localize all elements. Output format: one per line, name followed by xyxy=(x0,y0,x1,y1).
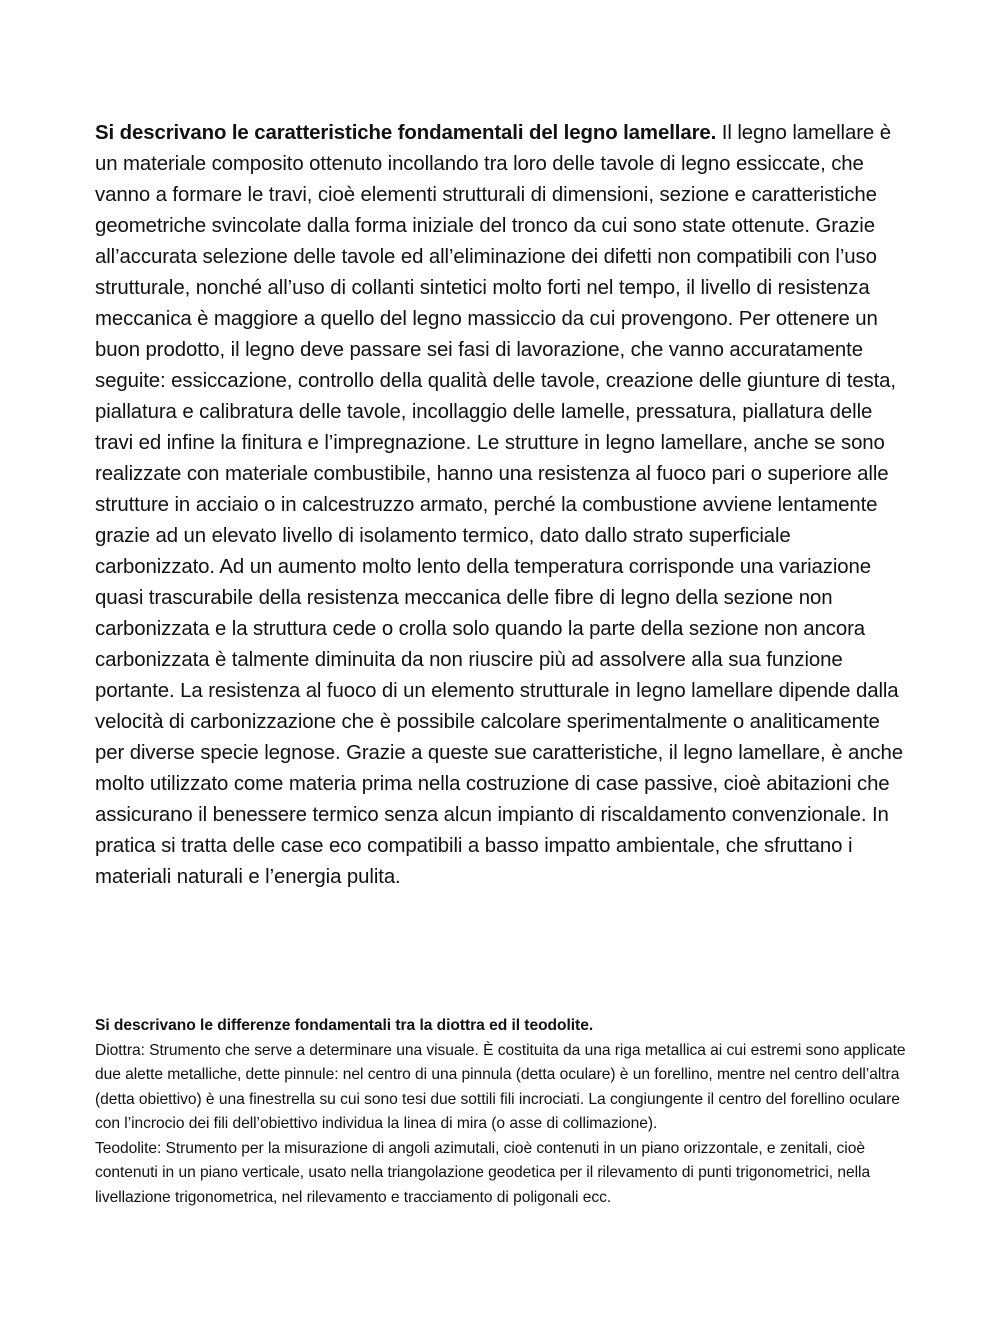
legno-lamellare-question: Si descrivano le caratteristiche fondamentali del legno lamellare. xyxy=(95,122,717,144)
diottra-teodolite-section xyxy=(95,1014,910,1210)
legno-lamellare-paragraph xyxy=(95,118,910,893)
legno-lamellare-answer: Il legno lamellare è un materiale composito ottenuto incollando tra loro delle tavole di legno essiccate, che vanno a formare le travi, cioè elementi strutturali di dimensioni, sezione e caratteristiche geometriche svincolate dalla forma iniziale del tronco da cui sono state ottenute. Grazie all’accurata selezione delle tavole ed all’eliminazione dei difetti non compatibili con l’uso strutturale, nonché all’uso di collanti sintetici molto forti nel tempo, il livello di resistenza meccanica è maggiore a quello del legno massiccio da cui provengono. Per ottenere un buon prodotto, il legno deve passare sei fasi di lavorazione, che vanno accuratamente seguite: essiccazione, controllo della qualità delle tavole, creazione delle giunture di testa, piallatura e calibratura delle tavole, incollaggio delle lamelle, pressatura, piallatura delle travi ed infine la finitura e l’impregnazione. Le strutture in legno lamellare, anche se sono realizzate con materiale combustibile, hanno una resistenza al fuoco pari o superiore alle strutture in acciaio o in calcestruzzo armato, perché la combustione avviene lentamente grazie ad un elevato livello di isolamento termico, dato dallo strato superficiale carbonizzato. Ad un aumento molto lento della temperatura corrisponde una variazione quasi trascurabile della resistenza meccanica delle fibre di legno della sezione non carbonizzata e la struttura cede o crolla solo quando la parte della sezione non ancora carbonizzata è talmente diminuita da non riuscire più ad assolvere alla sua funzione portante. La resistenza al fuoco di un elemento strutturale in legno lamellare dipende dalla velocità di carbonizzazione che è possibile calcolare sperimentalmente o analiticamente per diverse specie legnose. Grazie a queste sue caratteristiche, il legno lamellare, è anche molto utilizzato come materia prima nella costruzione di case passive, cioè abitazioni che assicurano il benessere termico senza alcun impianto di riscaldamento convenzionale. In pratica si tratta delle case eco compatibili a basso impatto ambientale, che sfruttano i materiali naturali e l’energia pulita. xyxy=(95,122,904,888)
diottra-paragraph: Diottra: Strumento che serve a determinare una visuale. È costituita da una riga metallica ai cui estremi sono applicate due alette metalliche, dette pinnule: nel centro di una pinnula (detta oculare) è un forellino, mentre nel centro dell’altra (detta obiettivo) è una finestrella su cui sono tesi due sottili fili incrociati. La congiungente il centro del forellino oculare con l’incrocio dei fili dell’obiettivo individua la linea di mira (o asse di collimazione). xyxy=(95,1041,906,1132)
teodolite-paragraph: Teodolite: Strumento per la misurazione di angoli azimutali, cioè contenuti in un piano orizzontale, e zenitali, cioè contenuti in un piano verticale, usato nella triangolazione geodetica per il rilevamento di punti trigonometrici, nella livellazione trigonometrica, nel rilevamento e tracciamento di poligonali ecc. xyxy=(95,1139,871,1206)
diottra-teodolite-question: Si descrivano le differenze fondamentali tra la diottra ed il teodolite. xyxy=(95,1017,594,1034)
document-page xyxy=(95,118,910,893)
